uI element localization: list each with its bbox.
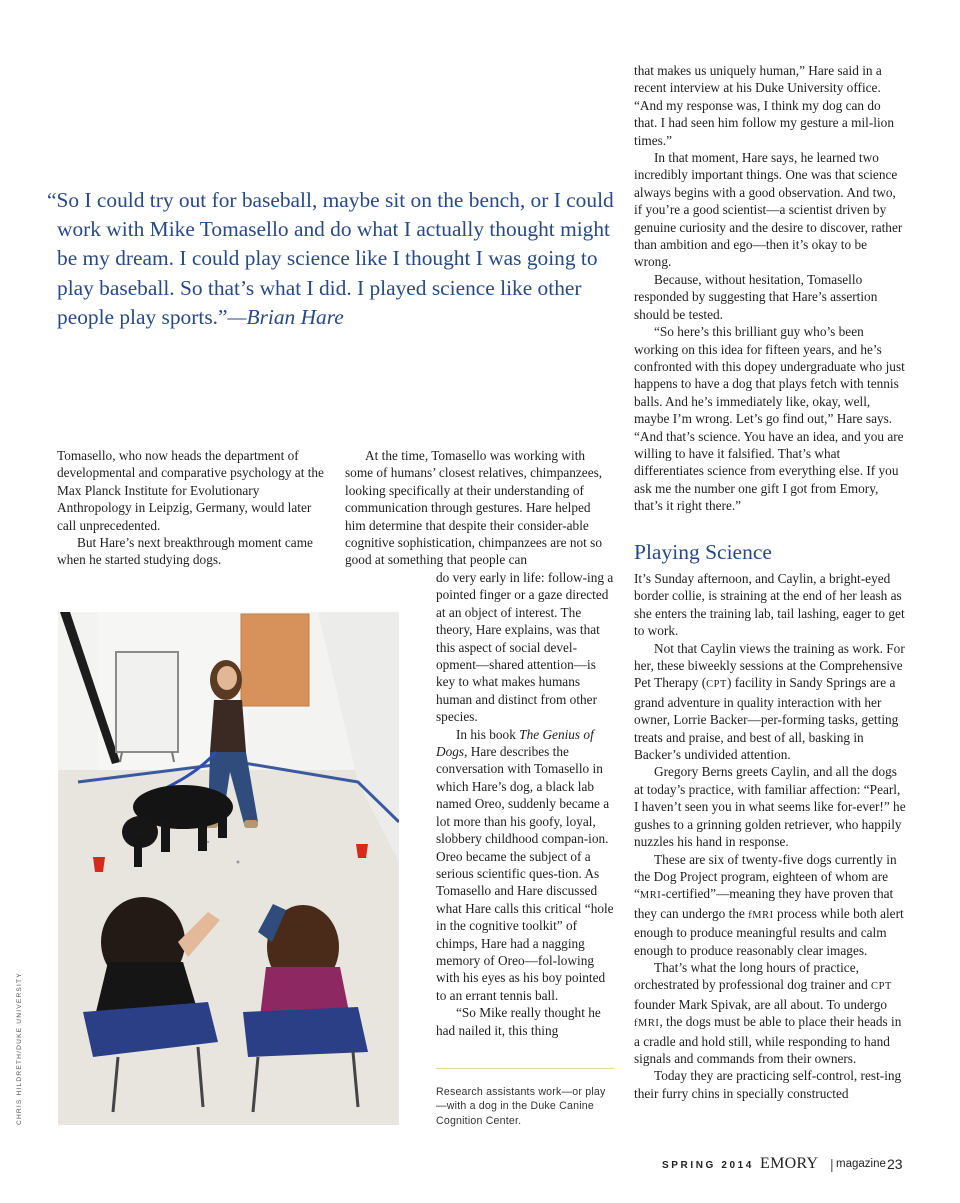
- book-title: The Genius of Dogs: [436, 726, 594, 760]
- page-number: 23: [887, 1156, 903, 1172]
- col3-paragraph-3: Because, without hesitation, Tomasello responded by suggesting that Hare’s assertion should be tested.: [634, 271, 878, 322]
- column-2-narrow: [436, 569, 616, 1039]
- cpt-abbrev: CPT: [871, 981, 892, 993]
- photo-caption: Research assistants work—or play—with a dog in the Duke Canine Cognition Center.: [436, 1086, 606, 1127]
- col2-paragraph-1-continued: do very early in life: follow-ing a pointed finger or a gaze directed at an object of interest. The theory, Hare explains, was that this aspect of social devel-opment—shared attention—is key to what makes humans human and distinct from other species.: [436, 570, 614, 725]
- text-run: ) facility in Sandy Springs are a grand adventure in quality interaction with her owner, Lorrie Backer—per-forming tasks, getting treats and praise, and best of all, basking in Backer’s undivided attention.: [634, 675, 899, 763]
- pull-quote-text: “So I could try out for baseball, maybe sit on the bench, or I could work with Mike Tomasello and do what I actually thought might be my dream. I could play science like I thought I was going to play baseball. So that’s what I did. I played science like other people play sports.”: [47, 188, 614, 329]
- col2-paragraph-1: At the time, Tomasello was working with some of humans’ closest relatives, chimpanzees, looking specifically at their understanding of communication through gestures. Hare helped him determine that despite their consider-able cognitive sophistication, chimpanzees are not so good at something that people can: [345, 448, 603, 568]
- magazine-label: magazine: [836, 1158, 886, 1170]
- mri-abbrev: MRI: [639, 890, 662, 902]
- col3-paragraph-4: “So here’s this brilliant guy who’s been working on this idea for fifteen years, and he’s confronted with this dopey undergraduate who just happens to have a dog that plays fetch with tennis balls. And he’s immediately like, okay, well, maybe I’m wrong. Let’s go find out,” Hare says. “And that’s science. You have an idea, and you are willing to have it falsified. That’s what differentiates science from everything else. If you ask me the number one gift I got from Emory, that’s it right there.”: [634, 324, 905, 514]
- column-2-top: [345, 447, 613, 569]
- lab-photo: [58, 612, 399, 1125]
- col3-section-paragraph-1: It’s Sunday afternoon, and Caylin, a bright-eyed border collie, is straining at the end of her leash as she enters the training lab, tail lashing, eager to get to work.: [634, 571, 905, 639]
- cpt-abbrev: CPT: [706, 679, 727, 691]
- text-run: That’s what the long hours of practice, orchestrated by professional dog trainer and: [634, 959, 872, 993]
- text-run: founder Mark Spivak, are all about. To undergo: [634, 996, 888, 1012]
- column-3-top: [634, 62, 906, 515]
- magazine-brand: EMORY: [760, 1155, 819, 1172]
- col2-p2-pre: In his book: [456, 726, 520, 742]
- column-3-bottom: [634, 570, 906, 1102]
- col2-p2-post: , Hare describes the conversation with Tomasello in which Hare’s dog, a black lab named Oreo, suddenly became a lot more than his goofy, loyal, slobbery childhood compan-ion. Oreo became the subject of a serious scientific ques-tion. As Tomasello and Hare discussed what Hare calls this critical “hole in the cognitive toolkit” of chimps, Hare had a nagging memory of Oreo—fol-lowing with his eyes as his boy pointed to an errant tennis ball.: [436, 744, 614, 1003]
- photo-credit: CHRIS HILDRETH/DUKE UNIVERSITY: [16, 972, 23, 1125]
- text-run: , the dogs must be able to place their heads in a cradle and hold still, while responding to hand signals and commands from their owners.: [634, 1014, 902, 1066]
- text-run: -certified”—meaning they have proven that they can undergo the: [634, 886, 894, 921]
- pull-quote: [47, 186, 617, 332]
- brand-separator: |: [830, 1156, 834, 1172]
- col3-section-paragraph-4: [634, 851, 906, 959]
- section-heading: Playing Science: [634, 540, 772, 564]
- fmri-abbrev: fMRI: [634, 1018, 660, 1030]
- issue-date: SPRING 2014: [662, 1160, 754, 1171]
- lab-photo-illustration: [58, 612, 399, 1125]
- column-1: [57, 447, 327, 569]
- text-run: These are six of twenty-five dogs currently in the Dog Project program, eighteen of whom are “: [634, 851, 897, 902]
- col1-paragraph-2: But Hare’s next breakthrough moment came when he started studying dogs.: [57, 535, 313, 568]
- col2-paragraph-3: “So Mike really thought he had nailed it, this thing: [436, 1005, 601, 1038]
- col3-section-paragraph-6: Today they are practicing self-control, rest-ing their furry chins in specially constructed: [634, 1068, 902, 1101]
- col1-paragraph-1: Tomasello, who now heads the department of developmental and comparative psychology at the Max Planck Institute for Evolutionary Anthropology in Leipzig, Germany, would later call unprecedented.: [57, 448, 324, 533]
- fmri-abbrev: fMRI: [748, 909, 774, 921]
- text-run: process while both alert enough to produce meaningful results and calm enough to produce reasonably clear images.: [634, 905, 904, 958]
- col3-section-paragraph-2: [634, 640, 906, 764]
- col3-section-paragraph-3: Gregory Berns greets Caylin, and all the dogs at today’s practice, with familiar affection: “Pearl, I haven’t seen you in what seems like for-ever!” he gushes to a grinning golden retriever, who happily nuzzles his hand in response.: [634, 764, 906, 850]
- page-footer: [600, 1155, 910, 1175]
- caption-rule: [436, 1068, 614, 1069]
- col3-section-paragraph-5: [634, 959, 906, 1067]
- col3-paragraph-1: that makes us uniquely human,” Hare said in a recent interview at his Duke University office. “And my response was, I think my dog can do that. I had seen him follow my gesture a mil-lion times.”: [634, 63, 894, 148]
- text-run: Not that Caylin views the training as work. For her, these biweekly sessions at the Comprehensive Pet Therapy (: [634, 640, 905, 691]
- col3-paragraph-2: In that moment, Hare says, he learned two incredibly important things. One was that science always begins with a good observation. And two, if you’re a good scientist—a scientist driven by genuine curiosity and the desire to discover, rather than ambition and ego—then it’s okay to be wrong.: [634, 150, 903, 270]
- col2-paragraph-2: [436, 726, 616, 1005]
- pull-quote-attribution: —Brian Hare: [227, 304, 344, 329]
